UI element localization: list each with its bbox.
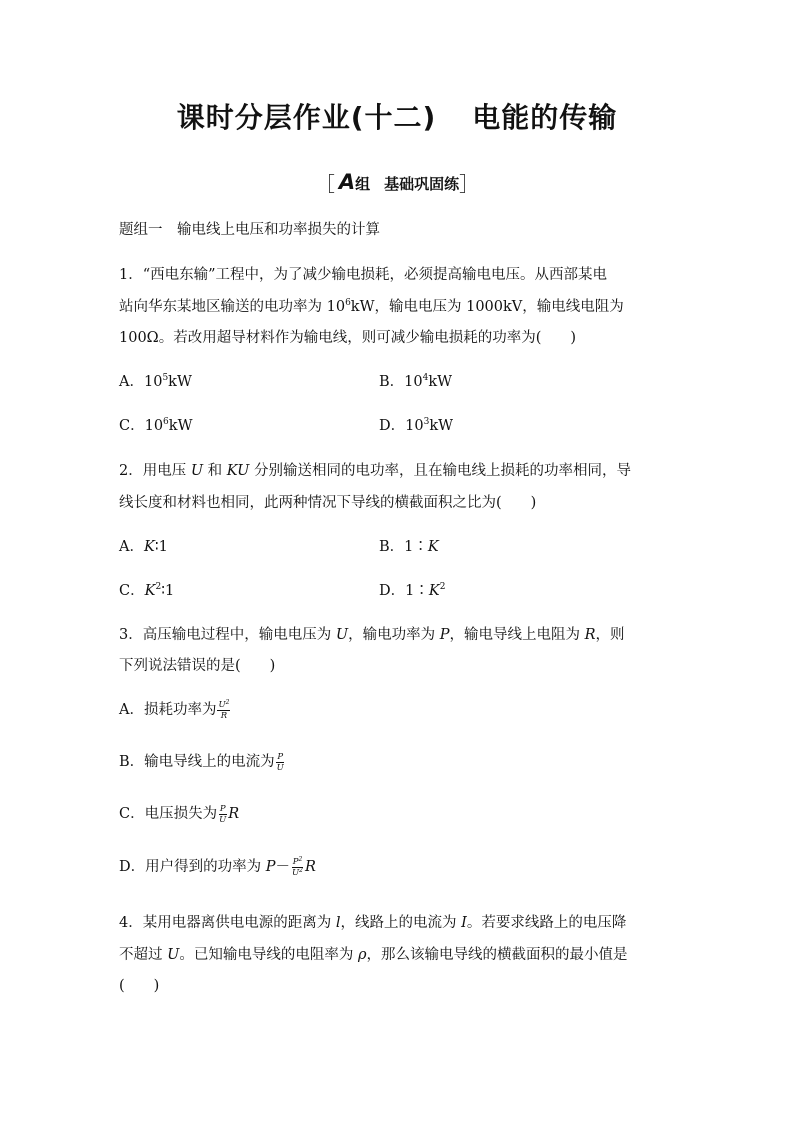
fraction: $\frac{P^2}{U^2}$ bbox=[292, 855, 303, 878]
q1-line-1: 1．“西电东输”工程中，为了减少输电损耗，必须提高输电电压。从西部某电 bbox=[119, 267, 608, 283]
q3-option-d: D．用户得到的功率为 P－ $\frac{P^2}{U^2}$ R bbox=[119, 855, 316, 878]
group-name: 基础巩固练 bbox=[384, 175, 460, 193]
group-a-heading bbox=[0, 168, 794, 197]
group-label: 组 bbox=[355, 175, 371, 193]
q1-line-2: 站向华东某地区输送的电功率为 $10^6kW$，输电电压为 1000kV，输电线电阻为 bbox=[119, 298, 624, 315]
q1-line-3: 100Ω。若改用超导材料作为输电线，则可减少输电损耗的功率为( ) bbox=[119, 330, 577, 346]
q2-option-b: B．1∶K bbox=[379, 539, 439, 555]
q4-line-1: 4．某用电器离供电电源的距离为 l，线路上的电流为 I。若要求线路上的电压降 bbox=[119, 915, 627, 931]
bracket-open: ［ bbox=[314, 172, 335, 196]
q1-option-d: D．$10^3kW$ bbox=[379, 417, 454, 434]
title-main: 课时分层作业(十二) bbox=[176, 101, 437, 134]
q2-option-a: A．K∶1 bbox=[119, 539, 168, 555]
fraction: $\frac{P}{U}$ bbox=[219, 803, 227, 825]
title-topic: 电能的传输 bbox=[472, 101, 618, 134]
q2-option-c: C．$K^2∶1$ bbox=[119, 582, 175, 599]
fraction: $\frac{U^2}{R}$ bbox=[218, 698, 230, 721]
q3-option-b: B．输电导线上的电流为 $\frac{P}{U}$ bbox=[119, 751, 284, 773]
q2-option-d: D．$1∶K^2$ bbox=[379, 582, 446, 599]
q1-option-a: A．$10^5kW$ bbox=[119, 373, 192, 390]
q3-line-1: 3．高压输电过程中，输电电压为 U，输电功率为 P，输电导线上电阻为 R，则 bbox=[119, 627, 625, 643]
q3-option-a: A．损耗功率为 $\frac{U^2}{R}$ bbox=[119, 698, 230, 721]
bracket-close: ］ bbox=[459, 172, 480, 196]
fraction: $\frac{P}{U}$ bbox=[276, 751, 284, 773]
q4-line-3: ( ) bbox=[119, 978, 160, 994]
q2-line-1: 2．用电压 U 和 KU 分别输送相同的电功率，且在输电线上损耗的功率相同，导 bbox=[119, 463, 631, 479]
q3-line-2: 下列说法错误的是( ) bbox=[119, 658, 276, 674]
q3-option-c: C．电压损失为 $\frac{P}{U}$ R bbox=[119, 803, 240, 825]
page-title bbox=[0, 96, 794, 136]
group-letter: A bbox=[338, 170, 356, 194]
q4-line-2: 不超过 U。已知输电导线的电阻率为 ρ，那么该输电导线的横截面积的最小值是 bbox=[119, 947, 628, 963]
q2-line-2: 线长度和材料也相同，此两种情况下导线的横截面积之比为( ) bbox=[119, 495, 537, 511]
q1-option-b: B．$10^4kW$ bbox=[379, 373, 453, 390]
q1-option-c: C．$10^6kW$ bbox=[119, 417, 193, 434]
section-heading: 题组一 输电线上电压和功率损失的计算 bbox=[119, 222, 380, 238]
